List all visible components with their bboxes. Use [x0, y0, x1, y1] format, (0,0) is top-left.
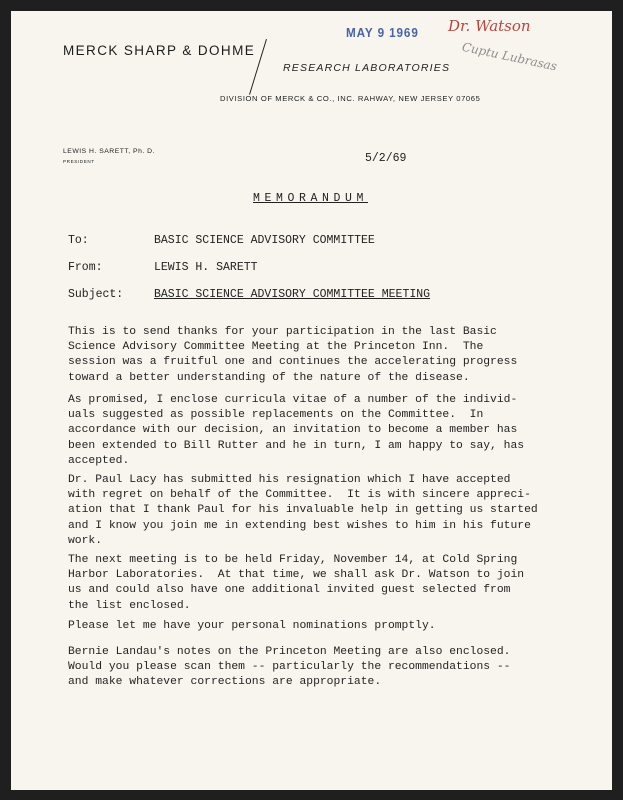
letterhead-department: RESEARCH LABORATORIES [283, 62, 451, 74]
handwritten-recipient: Dr. Watson [448, 17, 531, 35]
paragraph-notes: Bernie Landau's notes on the Princeton Meeting are also enclosed. Would you please scan them -- particularly the recommendations -- and make whatever corrections are appropriate. [68, 646, 511, 689]
letterhead-division: DIVISION OF MERCK & CO., INC. RAHWAY, NEW JERSEY 07065 [220, 94, 481, 103]
subject-value: BASIC SCIENCE ADVISORY COMMITTEE MEETING [154, 288, 431, 301]
received-date-stamp: MAY 9 1969 [346, 25, 419, 40]
memo-title: MEMORANDUM [253, 192, 369, 205]
from-label: From: [68, 261, 103, 274]
memo-date: 5/2/69 [365, 152, 407, 165]
handwritten-note: Cuptu Lubrasas [460, 39, 559, 74]
subject-label: Subject: [68, 288, 124, 301]
sender-title: PRESIDENT [63, 159, 95, 164]
memo-page [11, 11, 612, 790]
to-label: To: [68, 234, 89, 247]
to-value: BASIC SCIENCE ADVISORY COMMITTEE [154, 234, 375, 247]
paragraph-next-meeting: The next meeting is to be held Friday, November 14, at Cold Spring Harbor Laboratories. At that time, we shall ask Dr. Watson to join us and could also have one additional invited guest selected from the list enclosed. [68, 554, 525, 612]
from-value: LEWIS H. SARETT [154, 261, 258, 274]
letterhead-company: MERCK SHARP & DOHME [63, 43, 256, 58]
paragraph-thanks: This is to send thanks for your participation in the last Basic Science Advisory Committee Meeting at the Princeton Inn. The session was a fruitful one and continues the accelerating progress toward a better understanding of the nature of the disease. [68, 326, 518, 384]
paragraph-resignation: Dr. Paul Lacy has submitted his resignation which I have accepted with regret on behalf of the Committee. It is with sincere appreci- ation that I thank Paul for his invaluable help in getting us started and I know you join me in extending best wishes to him in his future work. [68, 474, 538, 547]
paragraph-nominations: Please let me have your personal nominations promptly. [68, 620, 436, 632]
paragraph-curricula: As promised, I enclose curricula vitae of a number of the individ- uals suggested as possible replacements on the Committee. In accordance with our decision, an invitation to become a member has been extended to Bill Rutter and he in turn, I am happy to say, has accepted. [68, 394, 525, 467]
sender-name: LEWIS H. SARETT, Ph. D. [63, 148, 155, 155]
